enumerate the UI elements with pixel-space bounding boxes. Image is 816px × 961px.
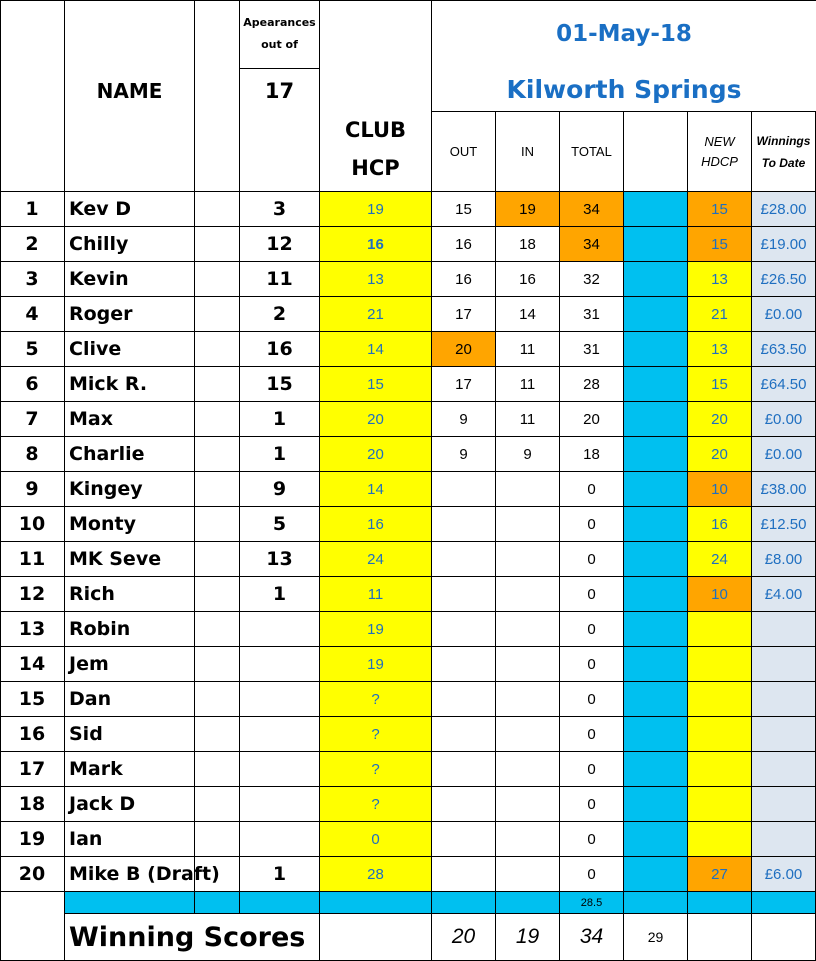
appearances-cell <box>240 752 320 787</box>
club-hcp-cell: 13 <box>320 262 432 297</box>
out-score-cell: 16 <box>432 262 496 297</box>
new-hdcp-cell <box>688 647 752 682</box>
row-number: 8 <box>0 437 65 472</box>
header-winnings-line-2: To Date <box>761 155 806 170</box>
row-number: 4 <box>0 297 65 332</box>
player-name: Rich <box>65 577 195 612</box>
cyan-cell <box>624 682 688 717</box>
row-number: 20 <box>0 857 65 892</box>
blank-cell <box>195 612 240 647</box>
winnings-cell: £4.00 <box>752 577 816 612</box>
total-score-cell: 0 <box>560 507 624 542</box>
appearances-cell <box>240 787 320 822</box>
band-cell <box>496 892 560 914</box>
cyan-cell <box>624 367 688 402</box>
player-name: Kingey <box>65 472 195 507</box>
winnings-cell: £26.50 <box>752 262 816 297</box>
total-score-cell: 28 <box>560 367 624 402</box>
header-blank-cyan-col <box>624 112 688 192</box>
appearances-cell: 13 <box>240 542 320 577</box>
row-number: 5 <box>0 332 65 367</box>
out-score-cell <box>432 472 496 507</box>
appearances-cell: 1 <box>240 402 320 437</box>
winnings-cell <box>752 752 816 787</box>
out-score-cell <box>432 542 496 577</box>
band-cell <box>195 892 240 914</box>
in-score-cell <box>496 472 560 507</box>
blank-cell <box>195 647 240 682</box>
out-score-cell: 9 <box>432 437 496 472</box>
new-hdcp-cell: 15 <box>688 227 752 262</box>
cyan-cell <box>624 262 688 297</box>
total-score-cell: 0 <box>560 612 624 647</box>
cyan-cell <box>624 192 688 227</box>
in-score-cell <box>496 857 560 892</box>
appearances-cell: 16 <box>240 332 320 367</box>
player-name: Max <box>65 402 195 437</box>
cyan-cell <box>624 717 688 752</box>
appearances-cell <box>240 682 320 717</box>
club-hcp-cell: ? <box>320 752 432 787</box>
cyan-cell <box>624 402 688 437</box>
new-hdcp-cell <box>688 752 752 787</box>
appearances-cell <box>240 717 320 752</box>
winning-total: 34 <box>560 914 624 961</box>
player-name: Sid <box>65 717 195 752</box>
blank-cell <box>195 717 240 752</box>
club-hcp-cell: 20 <box>320 402 432 437</box>
club-hcp-cell: ? <box>320 717 432 752</box>
out-score-cell: 17 <box>432 297 496 332</box>
row-number: 12 <box>0 577 65 612</box>
blank-cell <box>195 437 240 472</box>
cyan-cell <box>624 332 688 367</box>
blank-cell <box>195 507 240 542</box>
in-score-cell <box>496 822 560 857</box>
blank-cell <box>195 192 240 227</box>
total-score-cell: 0 <box>560 752 624 787</box>
club-hcp-cell: ? <box>320 787 432 822</box>
in-score-cell: 11 <box>496 367 560 402</box>
row-number: 6 <box>0 367 65 402</box>
band-cell <box>320 892 432 914</box>
blank-cell <box>195 787 240 822</box>
in-score-cell: 11 <box>496 332 560 367</box>
blank-cell <box>195 822 240 857</box>
player-name: Mick R. <box>65 367 195 402</box>
header-out: OUT <box>432 112 496 192</box>
out-score-cell: 20 <box>432 332 496 367</box>
in-score-cell <box>496 752 560 787</box>
band-cell <box>432 892 496 914</box>
out-score-cell <box>432 857 496 892</box>
average-total: 28.5 <box>560 892 624 914</box>
row-number: 17 <box>0 752 65 787</box>
out-score-cell: 9 <box>432 402 496 437</box>
header-winnings-line-1: Winnings <box>756 133 811 148</box>
blank-cell <box>195 752 240 787</box>
blank-cell <box>195 402 240 437</box>
in-score-cell: 9 <box>496 437 560 472</box>
winnings-cell: £8.00 <box>752 542 816 577</box>
summary-blank-newh <box>688 914 752 961</box>
in-score-cell <box>496 787 560 822</box>
new-hdcp-cell: 13 <box>688 332 752 367</box>
winnings-cell <box>752 822 816 857</box>
in-score-cell <box>496 577 560 612</box>
blank-cell <box>195 472 240 507</box>
header-appearances <box>240 0 320 69</box>
winnings-cell <box>752 612 816 647</box>
new-hdcp-cell: 10 <box>688 577 752 612</box>
club-hcp-cell: 21 <box>320 297 432 332</box>
row-number: 2 <box>0 227 65 262</box>
header-appearances-line-2: out of <box>261 38 298 51</box>
total-score-cell: 0 <box>560 647 624 682</box>
header-winnings <box>752 112 816 192</box>
band-cell <box>624 892 688 914</box>
header-club-hcp-line-2: HCP <box>351 156 400 180</box>
row-number: 19 <box>0 822 65 857</box>
header-date: 01-May-18 <box>556 21 692 47</box>
appearances-cell: 1 <box>240 577 320 612</box>
total-score-cell: 32 <box>560 262 624 297</box>
blank-cell <box>195 262 240 297</box>
total-score-cell: 31 <box>560 297 624 332</box>
club-hcp-cell: 24 <box>320 542 432 577</box>
club-hcp-cell: 11 <box>320 577 432 612</box>
header-club-hcp-line-1: CLUB <box>344 118 407 142</box>
new-hdcp-cell: 20 <box>688 402 752 437</box>
cyan-cell <box>624 822 688 857</box>
cyan-cell <box>624 752 688 787</box>
total-score-cell: 31 <box>560 332 624 367</box>
appearances-cell: 15 <box>240 367 320 402</box>
club-hcp-cell: 14 <box>320 332 432 367</box>
club-hcp-cell: 28 <box>320 857 432 892</box>
player-name: Charlie <box>65 437 195 472</box>
out-score-cell <box>432 612 496 647</box>
winnings-cell: £64.50 <box>752 367 816 402</box>
row-number: 1 <box>0 192 65 227</box>
appearances-cell <box>240 612 320 647</box>
summary-blank-win <box>752 914 816 961</box>
row-number: 3 <box>0 262 65 297</box>
winnings-cell <box>752 647 816 682</box>
header-club-hcp <box>320 0 432 192</box>
appearances-cell: 9 <box>240 472 320 507</box>
band-cell <box>240 892 320 914</box>
winnings-cell: £19.00 <box>752 227 816 262</box>
winning-in: 19 <box>496 914 560 961</box>
row-number: 11 <box>0 542 65 577</box>
band-cell <box>688 892 752 914</box>
appearances-cell: 11 <box>240 262 320 297</box>
winnings-cell: £0.00 <box>752 437 816 472</box>
in-score-cell <box>496 682 560 717</box>
player-name: Mark <box>65 752 195 787</box>
cyan-cell <box>624 857 688 892</box>
club-hcp-cell: 15 <box>320 367 432 402</box>
total-score-cell: 18 <box>560 437 624 472</box>
header-name: NAME <box>65 0 195 192</box>
cyan-cell <box>624 542 688 577</box>
cyan-cell <box>624 227 688 262</box>
player-name: Robin <box>65 612 195 647</box>
new-hdcp-cell: 24 <box>688 542 752 577</box>
row-number: 10 <box>0 507 65 542</box>
player-name: Dan <box>65 682 195 717</box>
winnings-cell: £28.00 <box>752 192 816 227</box>
blank-cell <box>195 297 240 332</box>
player-name: Clive <box>65 332 195 367</box>
out-score-cell: 16 <box>432 227 496 262</box>
new-hdcp-cell: 13 <box>688 262 752 297</box>
club-hcp-cell: 19 <box>320 647 432 682</box>
row-number: 16 <box>0 717 65 752</box>
in-score-cell: 19 <box>496 192 560 227</box>
player-name: Roger <box>65 297 195 332</box>
new-hdcp-cell: 16 <box>688 507 752 542</box>
in-score-cell <box>496 542 560 577</box>
header-venue: Kilworth Springs <box>432 68 816 112</box>
band-cell <box>752 892 816 914</box>
appearances-cell: 3 <box>240 192 320 227</box>
total-score-cell: 20 <box>560 402 624 437</box>
out-score-cell: 15 <box>432 192 496 227</box>
header-appearances-total: 17 <box>240 69 320 192</box>
header-new-hdcp-line-1: NEW <box>704 133 735 149</box>
winnings-cell <box>752 717 816 752</box>
header-new-hdcp <box>688 112 752 192</box>
summary-blank-hcp <box>320 914 432 961</box>
out-score-cell <box>432 647 496 682</box>
out-score-cell <box>432 682 496 717</box>
player-name: Jack D <box>65 787 195 822</box>
cyan-cell <box>624 787 688 822</box>
header-total: TOTAL <box>560 112 624 192</box>
blank-cell <box>195 332 240 367</box>
total-score-cell: 0 <box>560 717 624 752</box>
out-score-cell <box>432 717 496 752</box>
row-number: 18 <box>0 787 65 822</box>
club-hcp-cell: 16 <box>320 227 432 262</box>
total-score-cell: 0 <box>560 472 624 507</box>
club-hcp-cell: 14 <box>320 472 432 507</box>
player-name: Kev D <box>65 192 195 227</box>
band-cell <box>65 892 195 914</box>
blank-cell <box>195 577 240 612</box>
player-name: Chilly <box>65 227 195 262</box>
club-hcp-cell: 0 <box>320 822 432 857</box>
total-score-cell: 0 <box>560 577 624 612</box>
winnings-cell: £6.00 <box>752 857 816 892</box>
player-name: Ian <box>65 822 195 857</box>
appearances-cell: 12 <box>240 227 320 262</box>
total-score-cell: 0 <box>560 857 624 892</box>
cyan-cell <box>624 612 688 647</box>
new-hdcp-cell: 10 <box>688 472 752 507</box>
header-number-blank <box>0 0 65 192</box>
total-score-cell: 0 <box>560 542 624 577</box>
cyan-cell <box>624 297 688 332</box>
cyan-cell <box>624 507 688 542</box>
winnings-cell: £12.50 <box>752 507 816 542</box>
appearances-cell: 1 <box>240 437 320 472</box>
appearances-cell <box>240 822 320 857</box>
winnings-cell: £63.50 <box>752 332 816 367</box>
in-score-cell: 16 <box>496 262 560 297</box>
appearances-cell: 5 <box>240 507 320 542</box>
cyan-cell <box>624 577 688 612</box>
blank-cell <box>195 367 240 402</box>
new-hdcp-cell <box>688 682 752 717</box>
appearances-cell: 2 <box>240 297 320 332</box>
summary-number-blank <box>0 892 65 961</box>
new-hdcp-cell: 21 <box>688 297 752 332</box>
header-in: IN <box>496 112 560 192</box>
row-number: 13 <box>0 612 65 647</box>
header-new-hdcp-line-2: HDCP <box>701 153 738 169</box>
new-hdcp-cell <box>688 717 752 752</box>
header-blank-col <box>195 0 240 192</box>
blank-cell <box>195 857 240 892</box>
row-number: 7 <box>0 402 65 437</box>
cyan-cell <box>624 647 688 682</box>
total-score-cell: 0 <box>560 682 624 717</box>
in-score-cell: 11 <box>496 402 560 437</box>
new-hdcp-cell: 20 <box>688 437 752 472</box>
winning-scores-label: Winning Scores <box>65 914 320 961</box>
winnings-cell <box>752 682 816 717</box>
out-score-cell: 17 <box>432 367 496 402</box>
out-score-cell <box>432 822 496 857</box>
in-score-cell: 14 <box>496 297 560 332</box>
in-score-cell <box>496 612 560 647</box>
new-hdcp-cell: 15 <box>688 192 752 227</box>
new-hdcp-cell: 27 <box>688 857 752 892</box>
appearances-cell <box>240 647 320 682</box>
club-hcp-cell: 20 <box>320 437 432 472</box>
blank-cell <box>195 682 240 717</box>
new-hdcp-cell: 15 <box>688 367 752 402</box>
header-appearances-line-1: Apearances <box>243 16 316 29</box>
row-number: 9 <box>0 472 65 507</box>
player-name: Jem <box>65 647 195 682</box>
new-hdcp-cell <box>688 612 752 647</box>
player-name: Mike B (Draft) <box>65 857 195 892</box>
in-score-cell <box>496 717 560 752</box>
winnings-cell <box>752 787 816 822</box>
in-score-cell <box>496 507 560 542</box>
in-score-cell: 18 <box>496 227 560 262</box>
player-name: Monty <box>65 507 195 542</box>
cyan-cell <box>624 472 688 507</box>
club-hcp-cell: ? <box>320 682 432 717</box>
total-score-cell: 0 <box>560 787 624 822</box>
club-hcp-cell: 19 <box>320 192 432 227</box>
out-score-cell <box>432 787 496 822</box>
winning-extra: 29 <box>624 914 688 961</box>
appearances-cell: 1 <box>240 857 320 892</box>
winning-out: 20 <box>432 914 496 961</box>
row-number: 15 <box>0 682 65 717</box>
out-score-cell <box>432 507 496 542</box>
total-score-cell: 0 <box>560 822 624 857</box>
row-number: 14 <box>0 647 65 682</box>
winnings-cell: £0.00 <box>752 402 816 437</box>
winnings-cell: £0.00 <box>752 297 816 332</box>
cyan-cell <box>624 437 688 472</box>
player-name: Kevin <box>65 262 195 297</box>
club-hcp-cell: 19 <box>320 612 432 647</box>
total-score-cell: 34 <box>560 227 624 262</box>
new-hdcp-cell <box>688 787 752 822</box>
club-hcp-cell: 16 <box>320 507 432 542</box>
blank-cell <box>195 227 240 262</box>
new-hdcp-cell <box>688 822 752 857</box>
out-score-cell <box>432 577 496 612</box>
winnings-cell: £38.00 <box>752 472 816 507</box>
player-name: MK Seve <box>65 542 195 577</box>
out-score-cell <box>432 752 496 787</box>
blank-cell <box>195 542 240 577</box>
total-score-cell: 34 <box>560 192 624 227</box>
in-score-cell <box>496 647 560 682</box>
